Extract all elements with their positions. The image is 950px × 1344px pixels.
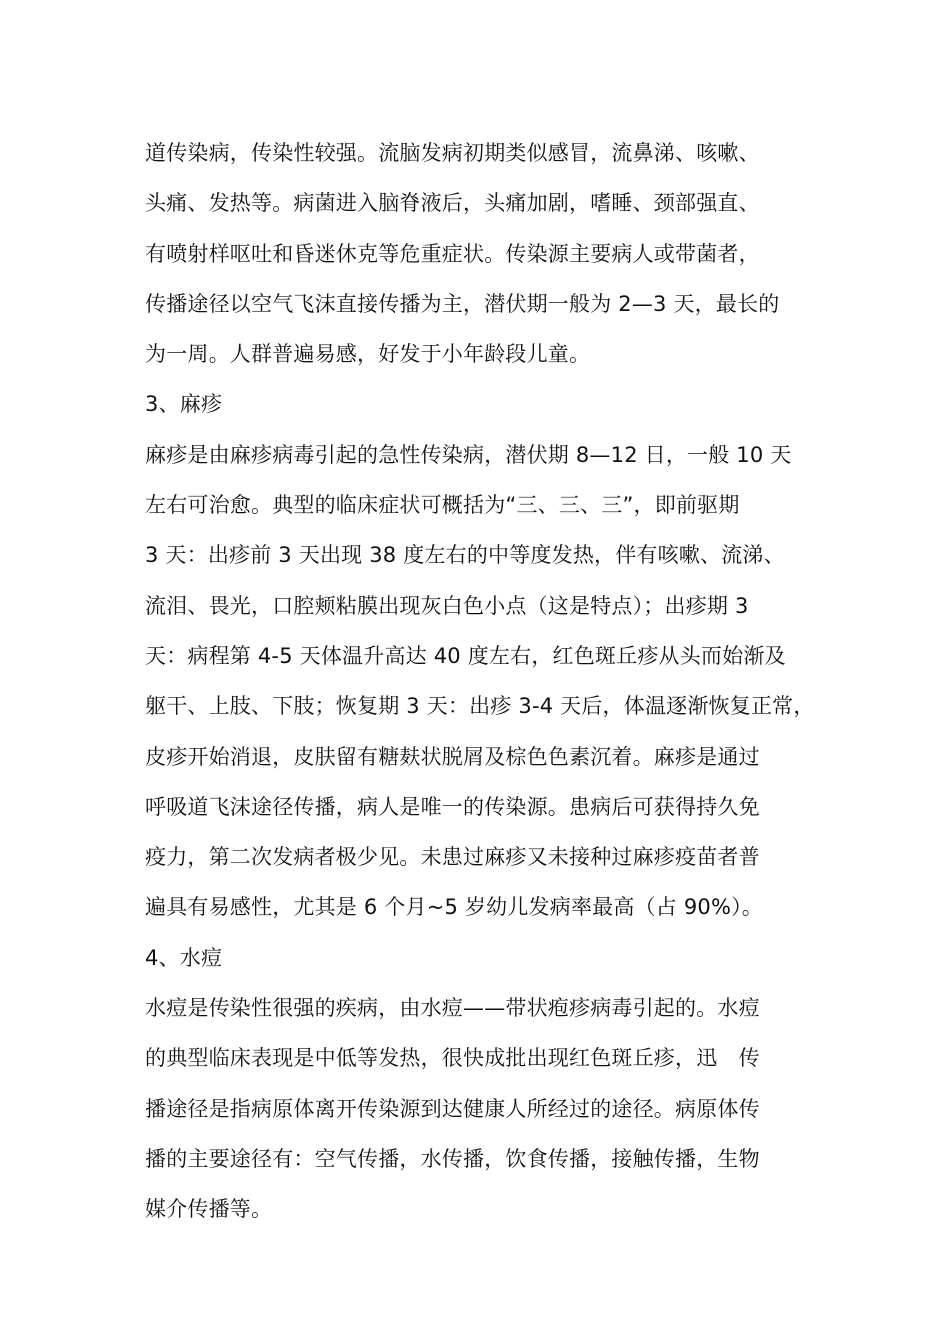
text-line: 呼吸道飞沫途径传播，病人是唯一的传染源。患病后可获得持久免 [145,794,760,819]
text-line: 左右可治愈。典型的临床症状可概括为“三、三、三”，即前驱期 [145,493,740,518]
text-line: 传播途径以空气飞沫直接传播为主，潜伏期一般为 2—3 天，最长的 [145,291,780,316]
text-line: 道传染病，传染性较强。流脑发病初期类似感冒，流鼻涕、咳嗽、 [145,141,760,165]
text-line: 媒介传播等。 [145,1197,273,1222]
text-line: 天：病程第 4-5 天体温升高达 40 度左右，红色斑丘疹从头而始渐及 [145,643,786,668]
text-line: 躯干、上肢、下肢；恢复期 3 天：出疹 3-4 天后，体温逐渐恢复正常， [145,694,815,719]
document-body [145,128,825,1235]
section-heading-measles: 3、麻疹 [145,392,223,417]
text-line: 水痘是传染性很强的疾病，由水痘——带状疱疹病毒引起的。水痘 [145,996,760,1021]
text-line: 播的主要途径有：空气传播，水传播，饮食传播，接触传播，生物 [145,1146,760,1171]
section-heading-chickenpox: 4、水痘 [145,945,223,970]
text-line: 有喷射样呕吐和昏迷休克等危重症状。传染源主要病人或带菌者， [145,241,760,266]
text-line: 播途径是指病原体离开传染源到达健康人所经过的途径。病原体传 [145,1096,760,1121]
text-line: 疫力，第二次发病者极少见。未患过麻疹又未接种过麻疹疫苗者普 [145,845,760,870]
text-line: 为一周。人群普遍易感，好发于小年龄段儿童。 [145,342,591,367]
text-line: 的典型临床表现是中低等发热，很快成批出现红色斑丘疹，迅 传 [145,1046,760,1071]
text-line: 流泪、畏光，口腔颊粘膜出现灰白色小点（这是特点）；出疹期 3 [145,593,749,618]
text-line: 头痛、发热等。病菌进入脑脊液后，头痛加剧，嗜睡、颈部强直、 [145,191,760,216]
text-line: 3 天：出疹前 3 天出现 38 度左右的中等度发热，伴有咳嗽、流涕、 [145,543,785,568]
text-line: 麻疹是由麻疹病毒引起的急性传染病，潜伏期 8—12 日，一般 10 天 [145,442,792,467]
text-line: 遍具有易感性，尤其是 6 个月~5 岁幼儿发病率最高（占 90%）。 [145,895,763,920]
text-line: 皮疹开始消退，皮肤留有糖麸状脱屑及棕色色素沉着。麻疹是通过 [145,744,760,769]
